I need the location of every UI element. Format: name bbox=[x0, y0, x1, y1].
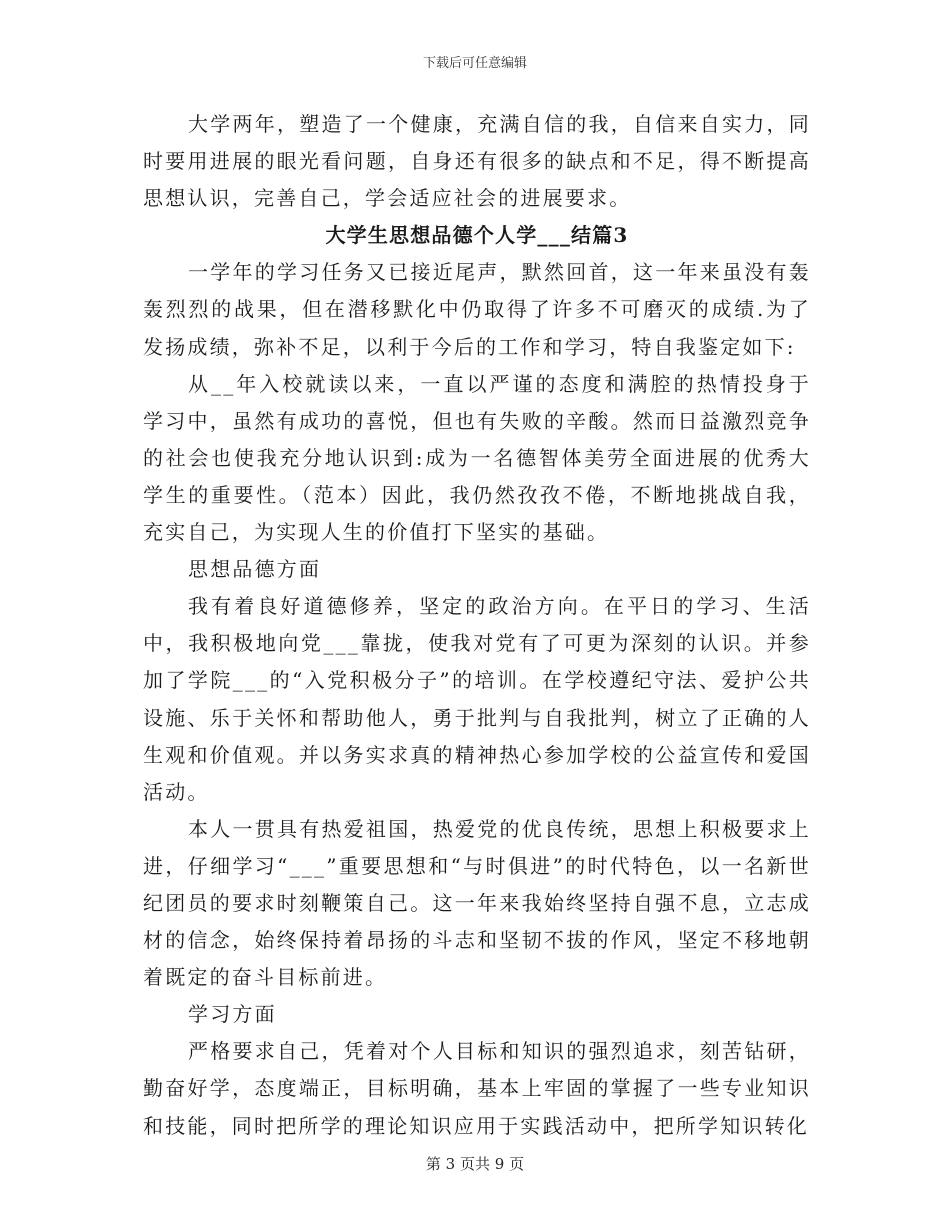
subheading: 思想品德方面 bbox=[188, 557, 322, 582]
document-body bbox=[143, 106, 811, 1145]
section-title: 大学生思想品德个人学___结篇3 bbox=[325, 223, 629, 248]
page-header: 下载后可任意编辑 bbox=[422, 56, 527, 71]
paragraph: 严格要求自己，凭着对个人目标和知识的强烈追求，刻苦钻研，勤奋好学，态度端正，目标明确，基本上牢固的掌握了一些专业知识和技能，同时把所学的理论知识应用于实践活动中，把所学知识转化 bbox=[143, 1039, 811, 1138]
paragraph: 我有着良好道德修养，坚定的政治方向。在平日的学习、生活中，我积极地向党___靠拢，使我对党有了可更为深刻的认识。并参加了学院___的“入党积极分子”的培训。在学校遵纪守法、爱护公共设施、乐于关怀和帮助他人，勇于批判与自我批判，树立了正确的人生观和价值观。并以务实求真的精神热心参加学校的公益宣传和爱国活动。 bbox=[143, 594, 811, 804]
page-footer: 第 3 页共 9 页 bbox=[425, 1155, 525, 1173]
paragraph: 从__年入校就读以来，一直以严谨的态度和满腔的热情投身于学习中，虽然有成功的喜悦，但也有失败的辛酸。然而日益激烈竞争的社会也使我充分地认识到:成为一名德智体美劳全面进展的优秀大学生的重要性。（范本）因此，我仍然孜孜不倦，不断地挑战自我，充实自己，为实现人生的价值打下坚实的基础。 bbox=[143, 371, 811, 545]
paragraph: 大学两年，塑造了一个健康，充满自信的我，自信来自实力，同时要用进展的眼光看问题，自身还有很多的缺点和不足，得不断提高思想认识，完善自己，学会适应社会的进展要求。 bbox=[143, 112, 811, 211]
subheading: 学习方面 bbox=[188, 1002, 277, 1027]
paragraph: 本人一贯具有热爱祖国，热爱党的优良传统，思想上积极要求上进，仔细学习“___”重要思想和“与时俱进”的时代特色，以一名新世纪团员的要求时刻鞭策自己。这一年来我始终坚持自强不息，立志成材的信念，始终保持着昂扬的斗志和坚韧不拔的作风，坚定不移地朝着既定的奋斗目标前进。 bbox=[143, 816, 811, 990]
paragraph: 一学年的学习任务又已接近尾声，默然回首，这一年来虽没有轰轰烈烈的战果，但在潜移默化中仍取得了许多不可磨灭的成绩.为了发扬成绩，弥补不足，以利于今后的工作和学习，特自我鉴定如下: bbox=[143, 260, 811, 359]
